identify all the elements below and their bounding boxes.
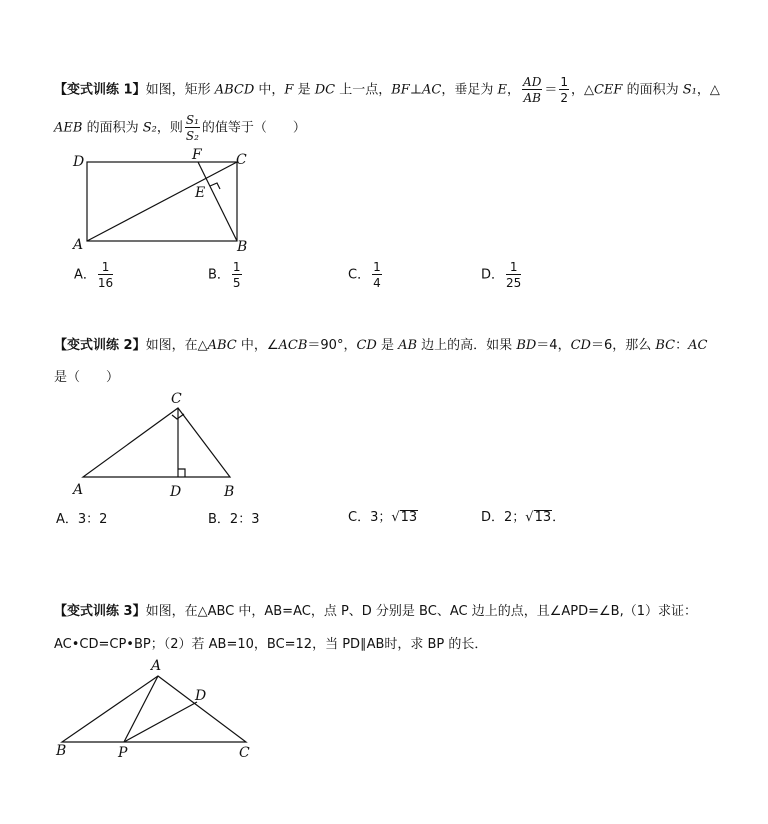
q3-figure (48, 654, 268, 764)
q1-half-fraction: $\frac{1}{2}$ (560, 75, 568, 105)
q2-triangle-abc (83, 408, 230, 477)
q2-figure (66, 386, 246, 500)
q1-label-f: F (192, 147, 202, 163)
q1-label-e: E (195, 185, 206, 201)
q2-line2: 是（ ） (54, 370, 120, 385)
q3-label-c: C (239, 745, 250, 761)
q2-option-a[interactable]: A．3：2 (56, 512, 108, 527)
q1-option-c[interactable]: C． $\frac{1}{4}$ (348, 260, 381, 290)
q3-label-p: P (118, 745, 128, 761)
q2-right-angle-d (178, 469, 185, 477)
q1-label-c: C (236, 152, 247, 168)
q1-tag: 【变式训练 1】 (54, 82, 146, 98)
q3-label-b: B (56, 743, 67, 759)
q1-option-d[interactable]: D． $\frac{1}{25}$ (481, 260, 522, 290)
q2-label-a: A (73, 482, 84, 498)
q3-triangle-abc (62, 676, 246, 742)
q3-tag: 【变式训练 3】 (54, 604, 146, 619)
q1-figure (60, 146, 290, 256)
q2-label-b: B (224, 484, 235, 500)
q1-label-a: A (73, 237, 84, 253)
q2-label-c: C (171, 391, 182, 407)
q1-label-d: D (73, 154, 85, 170)
q3-label-a: A (151, 658, 162, 674)
q1-option-b[interactable]: B． $\frac{1}{5}$ (208, 260, 241, 290)
q1-s-fraction: $\frac{\text{S₁}}{\text{S₂}}$ (185, 113, 199, 143)
q3-line2: AC•CD=CP•BP；（2）若 AB=10，BC=12，当 PD∥AB时，求 BP 的长． (54, 637, 488, 652)
q1-option-a[interactable]: A． $\frac{1}{16}$ (74, 260, 114, 290)
q2-line1: 【变式训练 2】如图，在△ABC 中，∠ACB＝90°，CD 是 AB 边上的高．如果 BD＝4，CD＝6，那么 BC：AC (54, 338, 708, 353)
q3-line1: 【变式训练 3】如图，在△ABC 中，AB=AC，点 P、D 分别是 BC、AC 边上的点，且∠APD=∠B,（1）求证： (54, 604, 697, 619)
q1-segment-bf (198, 162, 237, 241)
q2-option-b[interactable]: B．2：3 (208, 512, 260, 527)
q2-option-d[interactable]: D．2；√13． (481, 510, 566, 525)
q2-label-d: D (170, 484, 182, 500)
q2-tag: 【变式训练 2】 (54, 338, 146, 353)
q1-ratio-fraction: $\frac{AD}{AB}$ (523, 75, 542, 105)
q3-label-d: D (195, 688, 207, 704)
q1-label-b: B (237, 239, 248, 255)
q1-diagonal-ac (87, 162, 237, 241)
q1-line2: AEB 的面积为 S₂，则 $\frac{\text{S₁}}{\text{S₂}}$ 的值等于（ ） (54, 113, 306, 143)
q2-option-c[interactable]: C．3；√13 (348, 510, 418, 525)
q1-line1: 【变式训练 1】如图，矩形 ABCD 中，F 是 DC 上一点，BF⊥AC，垂足为 E， $\frac{AD}{AB}$ ＝ $\frac{1}{2}$ ，△CEF 的面积为 S₁，△ (54, 75, 720, 105)
